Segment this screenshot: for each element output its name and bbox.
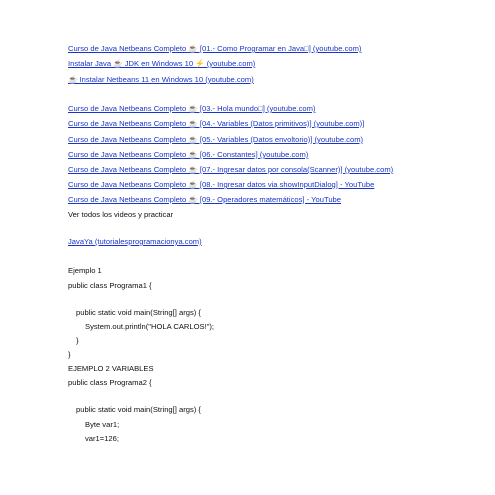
video-link-07[interactable]: Curso de Java Netbeans Completo ☕ [07.- Ingresar datos por consola(Scanner)] (youtube.com): [68, 165, 394, 174]
code-println: System.out.println("HOLA CARLOS!");: [85, 322, 215, 331]
ver-todos-text: Ver todos los videos y practicar: [68, 210, 174, 219]
install-java-link[interactable]: Instalar Java ☕ JDK en Windows 10 ⚡ (youtube.com): [68, 59, 256, 68]
ejemplo2-heading: EJEMPLO 2 VARIABLES: [68, 364, 154, 373]
code-assign: var1=126;: [85, 434, 119, 443]
video-link-09[interactable]: Curso de Java Netbeans Completo ☕ [09.- Operadores matemáticos] - YouTube: [68, 195, 341, 204]
video-link-06[interactable]: Curso de Java Netbeans Completo ☕ [06.- Constantes] (youtube.com): [68, 150, 309, 159]
video-link-01[interactable]: Curso de Java Netbeans Completo ☕ [01.- Como Programar en Java□] (youtube.com): [68, 44, 362, 53]
code-main1: public static void main(String[] args) {: [76, 308, 201, 317]
video-link-03[interactable]: Curso de Java Netbeans Completo ☕ [03.- Hola mundo□] (youtube.com): [68, 104, 316, 113]
code-main2: public static void main(String[] args) {: [76, 405, 201, 414]
video-link-05[interactable]: Curso de Java Netbeans Completo ☕ [05.- Variables (Datos envoltorio)] (youtube.com): [68, 135, 364, 144]
ejemplo1-heading: Ejemplo 1: [68, 266, 102, 275]
code-class2: public class Programa2 {: [68, 378, 152, 387]
video-link-08[interactable]: Curso de Java Netbeans Completo ☕ [08.- Ingresar datos via showInputDialog] - YouTube: [68, 180, 375, 189]
code-byte-decl: Byte var1;: [85, 420, 120, 429]
video-link-04[interactable]: Curso de Java Netbeans Completo ☕ [04.- Variables (Datos primitivos)] (youtube.com)]: [68, 119, 365, 128]
install-netbeans-link[interactable]: ☕ Instalar Netbeans 11 en Windows 10 (youtube.com): [68, 75, 254, 84]
javaya-link[interactable]: JavaYa (tutorialesprogramacionya.com): [68, 237, 202, 246]
code-close-outer: }: [68, 350, 71, 359]
code-class1: public class Programa1 {: [68, 281, 152, 290]
code-close-inner: }: [76, 336, 79, 345]
